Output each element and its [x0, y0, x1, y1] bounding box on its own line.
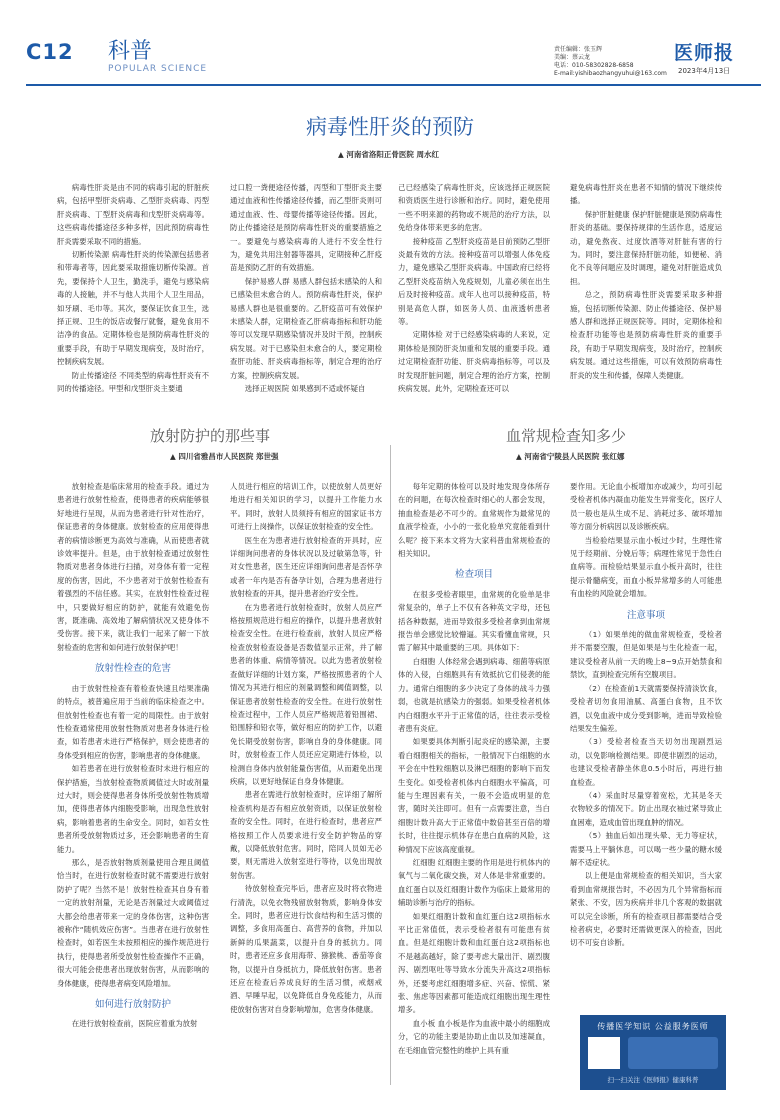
- editor: 责任编辑：张玉辉: [554, 46, 603, 53]
- article1-byline: ▲ 河南省洛阳正骨医院 周水红: [338, 150, 439, 159]
- paragraph: 在进行放射检查前，医院应着重为放射: [71, 1019, 198, 1029]
- paragraph: 总之，预防病毒性肝炎需要采取多种措施，包括切断传染源、防止传播途径、保护易感人群和选择正规医院等。同时，定期体检和检查肝功能等也是预防病毒性肝炎的重要手段，有助于早期发现病变，及时治疗，控制疾病发展。通过这些措施，可以有效预防病毒性肝炎的发生和传播，保障人类健康。: [570, 290, 722, 380]
- article3-byline: ▲ 河南省宁陵县人民医院 张红娜: [516, 452, 625, 461]
- paragraph: 红细胞 红细胞主要的作用是进行机体内的氧气与二氧化碳交换，对人体是非常重要的。血红蛋白以及红细胞计数作为临床上最常用的辅助诊断与治疗的指标。: [398, 857, 550, 908]
- promo-slogan: 传播医学知识 公益服务医师: [597, 1022, 709, 1031]
- article3-column-2: [570, 480, 722, 1000]
- article2-byline: ▲ 四川省雅昌市人民医院 郑世强: [170, 452, 279, 461]
- article2-column-2: [230, 480, 382, 1080]
- article1-column-3: [398, 181, 550, 401]
- paragraph: 医生在为患者进行放射检查的开具时，应详细询问患者的身体状况以及过敏第急等，针对女性患者，医生还应详细询问患者是否怀孕或者一年内是否有备孕计划，合理为患者进行放射检查的开具，提升患者治疗安全性。: [230, 535, 382, 599]
- designer: 美编：蔡云龙: [554, 54, 591, 61]
- article1-title: 病毒性肝炎的预防: [306, 115, 474, 139]
- phone: 电话：010-58302828-6858: [554, 62, 634, 69]
- paragraph: 接种疫苗 乙型肝炎疫苗是目前预防乙型肝炎最有效的方法。接种疫苗可以增强人体免疫力，避免感染乙型肝炎病毒。中国政府已经将乙型肝炎疫苗纳入免疫规划，儿童必须在出生后及时接种疫苗。成年人也可以接种疫苗，特别是高危人群，如医务人员、血液透析患者等。: [398, 236, 550, 327]
- page-header: [26, 34, 761, 82]
- section-title-en: POPULAR SCIENCE: [108, 64, 208, 74]
- paragraph: 选择正规医院 如果感到不适或怀疑自: [244, 384, 366, 394]
- paragraph: 避免病毒性肝炎在患者不知情的情况下继续传播。: [570, 183, 722, 206]
- paragraph: （1）如果单纯的做血常规检查，受检者并不需要空腹，但是如果是与生化检查一起，建议受检者从前一天的晚上8~9点开始禁食和禁饮，直到检查完所有空腹项目。: [570, 630, 722, 680]
- paragraph: 待放射检查完毕后，患者应及时将衣物进行清洗，以免衣物残留放射物质，影响身体安全。同时，患者应进行饮食结构和生活习惯的调整，多食用高蛋白、高营养的食物，并加以新鲜的瓜果蔬菜，以提升自身的抵抗力。同时，患者还应多食用海带、猕猴桃、番茄等食物，以提升自身抵抗力，降低放射伤害。患者还应在检查后养成良好的生活习惯，戒烟戒酒、早睡早起，以免降低自身免疫能力，从而使放射伤害对自身影响增加，危害身体健康。: [230, 884, 382, 1014]
- email: E-mail:yishibaozhangyuhui@163.com: [554, 70, 667, 77]
- article1-column-2: [230, 181, 382, 401]
- section-subheading: 注意事项: [626, 609, 665, 621]
- paragraph: 在为患者进行放射检查时，放射人员应严格按照规范进行相应的操作，以提升患者放射检查安全性。在进行检查前，放射人员应严格检查放射检查设备是否数值显示正常，并了解患者的体重、病情等情况。以此为患者放射检查做好详细的计划方案，严格按照患者的个人情况为其进行相应的剂量调整和阈值调整，以保证患者放射性检查的安全性。在进行放射性检查过程中，工作人员应严格规范着铅围裙、铅围脖和铅衣等，做好相应的防护工作，以避免长期受放射伤害，影响自身的身体健康。同时，放射检查工作人员还应定期进行体检，以检测自身体内放射能量伤害值，从而避免出现疾病，以更好地保证自身身体健康。: [230, 602, 382, 786]
- paragraph: 人员进行相应的培训工作，以使放射人员更好地进行相关知识的学习，以提升工作能力水平。同时，放射人员须持有相应的国家证书方可进行上岗操作，以保证放射检查的安全性。: [230, 482, 382, 532]
- paragraph: 如果要具体判断引起炎症的感染源，主要看白细胞相关的指标，一般情况下白细胞的水平会在中性粒细胞以及淋巴细胞的影响下而发生变化。如受检者机体内白细胞水平偏高，可能与生理因素有关，一般不会造成明显的危害，随时关注即可。但有一点需要注意，当白细胞计数升高大于正常值中数倍甚至百倍的增长时，往往提示机体存在患白血病的风险，这种情况下应该高度重视。: [398, 737, 550, 854]
- paragraph: 在很多受检者眼里，血常规的化验单是非常复杂的，单子上不仅有各种英文字母，还包括各种数据，进而导致很多受检者拿到血常规报告单会感觉比较懵逼。其实看懂血常规，只需了解其中最重要的三项。具体如下：: [398, 589, 550, 653]
- header-rule: [26, 84, 761, 86]
- paragraph: 过口腔一粪便途径传播，丙型和丁型肝炎主要通过血液和性传播途径传播，而乙型肝炎则可通过血液、性、母婴传播等途径传播。因此，防止传播途径是预防病毒性肝炎的重要措施之一。要避免与感染病毒的人进行不安全性行为，避免共用注射器等器具，定期接种乙肝疫苗是预防乙肝的有效措施。: [230, 183, 382, 273]
- paragraph: 由于放射性检查有着检查快速且结果准确的特点，被普遍应用于当前的临床检查之中。但放射性检查也有着一定的局限性。由于放射性检查通常使用放射性物质对患者身体进行检查，如若患者未进行严格保护，则会使患者的身体受到相应的伤害，影响患者的身体健康。: [57, 683, 209, 760]
- paragraph: 定期体检 对于已经感染病毒的人来说，定期体检是预防肝炎加重和发展的重要手段。通过定期检查肝功能、肝炎病毒指标等，可以及时发现肝脏问题，制定合理的治疗方案，控制疾病发展。此外，定期检查还可以: [398, 330, 550, 394]
- qr-code-icon: [588, 1037, 620, 1069]
- section-title: 科普: [108, 39, 153, 64]
- paragraph: 患者在需进行放射检查时，应详细了解所检查机构是否有相应放射资质，以保证放射检查的安全性。同时，在进行检查时，患者应严格按照工作人员要求进行安全防护物品的穿戴，以降低放射危害。同时，陪同人员如无必要，则无需进入放射室进行等待，以免出现放射伤害。: [230, 790, 382, 880]
- promo-banner: [580, 1015, 726, 1090]
- page-number: C12: [26, 40, 74, 64]
- issue-date: 2023年4月13日: [678, 67, 731, 75]
- paragraph: 放射检查是临床常用的检查手段。通过为患者进行放射性检查，使得患者的疾病能够很好地进行呈现，从而为患者进行针对性治疗，保证患者的身体健康。放射检查的应用使得患者的病情诊断更为高效与准确，从而使患者就诊效率提升。但是，由于放射检查通过放射性物质对患者身体进行扫描，对身体有着一定程度的伤害，因此，不少患者对于放射性检查有着强烈的不信任感。其实，在放射性检查过程中，只要做好相应的防护，就能有效避免伤害，既准确、高效地了解病情状况又使身体不受伤害。接下来，就让我们一起来了解一下放射检查的危害和如何进行放射保护吧！: [57, 482, 209, 652]
- paragraph: 每年定期的体检可以及时地发现身体所存在的问题，在每次检查时细心的人都会发现，抽血检查是必不可少的。血常规作为最常见的血液学检查，小小的一张化验单究竟能看到什么呢？接下来本文将为大家科普血常规检查的相关知识。: [398, 482, 550, 559]
- paragraph: 切断传染源 病毒性肝炎的传染源包括患者和带毒者等，因此要采取措施切断传染源。首先，要保持个人卫生，勤洗手，避免与感染病毒的人接触，并不与他人共用个人卫生用品，如牙刷、毛巾等。其次，要保证饮食卫生，选择正规、卫生的饭店或餐厅就餐，避免食用不洁净的食品。定期体检也是预防病毒性肝炎的重要手段，有助于早期发现病变，及时治疗，控制疾病发展。: [57, 250, 209, 367]
- column-divider: [390, 445, 391, 1085]
- section-subheading: 检查项目: [454, 569, 493, 581]
- editorial-info: [554, 46, 667, 78]
- newspaper-logo: 医师报: [674, 42, 735, 64]
- article3-column-1: [398, 480, 550, 1080]
- paragraph: （5）抽血后如出现头晕、无力等症状，需要马上平躺休息，可以喝一些少量的糖水缓解不适症状。: [570, 831, 722, 867]
- paragraph: 保护易感人群 易感人群包括未感染的人和已感染但未愈合的人。预防病毒性肝炎，保护易感人群也是很重要的。乙肝疫苗可有效保护未感染人群，定期检查乙肝病毒指标和肝功能等可以发现早期感染情况并及时干预，控制疾病发展。对于已感染但未愈合的人，要定期检查肝功能、肝炎病毒指标等，制定合理的治疗方案，控制疾病发展。: [230, 276, 382, 380]
- paragraph: 如果红细胞计数和血红蛋白这2项指标水平比正常值低，表示受检者很有可能患有贫血。但是红细胞计数和血红蛋白这2项指标也不是越高越好，除了要考虑大量出汗、剧烈腹泻、剧烈呕吐等导致水分流失升高这2项指标外，还要考虑红细胞增多症、兴奋、惊慌、紧张、焦虑等因素都可能造成红细胞出现生理性增多。: [398, 911, 550, 1015]
- article1-column-4: [570, 181, 722, 401]
- paragraph: 防止传播途径 不同类型的病毒性肝炎有不同的传播途径。甲型和戊型肝炎主要通: [57, 370, 209, 394]
- article3-title: 血常规检查知多少: [506, 427, 627, 445]
- paragraph: 己已经感染了病毒性肝炎，应该选择正规医院和资质医生进行诊断和治疗。同时，避免使用一些不明来源的药物或不规范的治疗方法，以免给身体带来更多的危害。: [398, 183, 550, 233]
- paragraph: 那么，是否放射物质剂量使用合理且阈值恰当时，在进行放射检查时就不需要进行放射防护了呢？当然不是！放射性检查其自身有着一定的放射剂量，无论是否剂量过大或阈值过大都会给患者带来一定的身体伤害，这种伤害被称作“随机效应伤害”。当患者在进行放射性检查时，如若医生未按照相应的操作规范进行执行，使得患者所受放射性检查操作不正确，很大可能会使患者出现放射伤害，从而影响的身体健康，使得患者病变风险增加。: [57, 857, 209, 988]
- promo-graphic: [628, 1037, 718, 1069]
- section-subheading: 如何进行放射防护: [94, 999, 171, 1011]
- paragraph: 当检验结果显示血小板过少时，生理性常见于经期前、分娩后等；病理性常见于急性白血病等。而检验结果显示血小板升高时，往往提示骨髓病变，而血小板异常增多的人可能患有血栓的风险就会增加。: [570, 535, 722, 599]
- promo-caption: 扫一扫关注《医师报》健康科普: [607, 1076, 699, 1084]
- paragraph: 病毒性肝炎是由不同的病毒引起的肝脏疾病，包括甲型肝炎病毒、乙型肝炎病毒、丙型肝炎病毒、丁型肝炎病毒和戊型肝炎病毒等。这些病毒传播途径多种多样，因此预防病毒性肝炎需要采取不同的措施。: [57, 183, 209, 246]
- article2-column-1: [57, 480, 209, 1080]
- paragraph: （2）在检查前1天就需要保持清淡饮食，受检者切勿食用油腻、高蛋白食物，且不饮酒，以免血液中成分受到影响，进而导致检验结果发生偏差。: [570, 683, 722, 733]
- paragraph: 血小板 血小板是作为血液中最小的细胞成分，它的功能主要是协助止血以及加速凝血，在毛细血管完整性的维护上具有重: [398, 1018, 550, 1055]
- article1-column-1: [57, 181, 209, 401]
- paragraph: （4）采血时尽量穿着宽松，尤其是冬天衣物较多的情况下。防止出现衣袖过紧导致止血困难，造成血管出现血肿的情况。: [570, 790, 722, 827]
- paragraph: 要作用。无论血小板增加亦或减少，均可引起受检者机体内凝血功能发生异常变化，医疗人员一般也是从生成不足、消耗过多、破坏增加等方面分析病因以及诊断疾病。: [570, 482, 722, 532]
- article2-title: 放射防护的那些事: [150, 427, 271, 445]
- paragraph: （3）受检者检查当天切勿出现剧烈运动，以免影响检测结果。即使非剧烈的运动，也建议受检者静坐休息0.5小时后，再进行抽血检查。: [570, 737, 722, 787]
- paragraph: 保护肝脏健康 保护肝脏健康是预防病毒性肝炎的基础。要保持规律的生活作息，适度运动，避免熬夜、过度饮酒等对肝脏有害的行为。同时，要注意保持肝脏功能，如便秘、消化不良等问题应及时调理，避免对肝脏造成负担。: [570, 209, 722, 286]
- paragraph: 白细胞 人体经常会遇到病毒、细菌等病原体的入侵，白细胞具有有效抵抗它们侵袭的能力。通常白细胞的多少决定了身体的战斗力强弱，也就是抗感染力的强弱。如果受检者机体内白细胞水平升于正常值的话，往往表示受检者患有炎症。: [398, 656, 550, 733]
- paragraph: 如若患者在进行放射检查时未进行相应的保护措施，当放射检查物质阈值过大时或剂量过大时，则会使得患者身体所受放射性物质增加，使得患者体内细胞受影响，出现急性放射病，影响着患者的生命安全。同时，如若女性患者所受放射物质过多，还会影响患者的生育能力。: [57, 764, 209, 854]
- paragraph: 以上便是血常规检查的相关知识，当大家看到血常规报告时，不必因为几个异常指标而紧张、不安，因为疾病并非几个客观的数据就可以完全诊断，所有的检查项目都需要结合受检者病史，必要时还需做更深入的检查，因此切不可妄自诊断。: [570, 871, 722, 948]
- section-subheading: 放射性检查的危害: [94, 663, 171, 675]
